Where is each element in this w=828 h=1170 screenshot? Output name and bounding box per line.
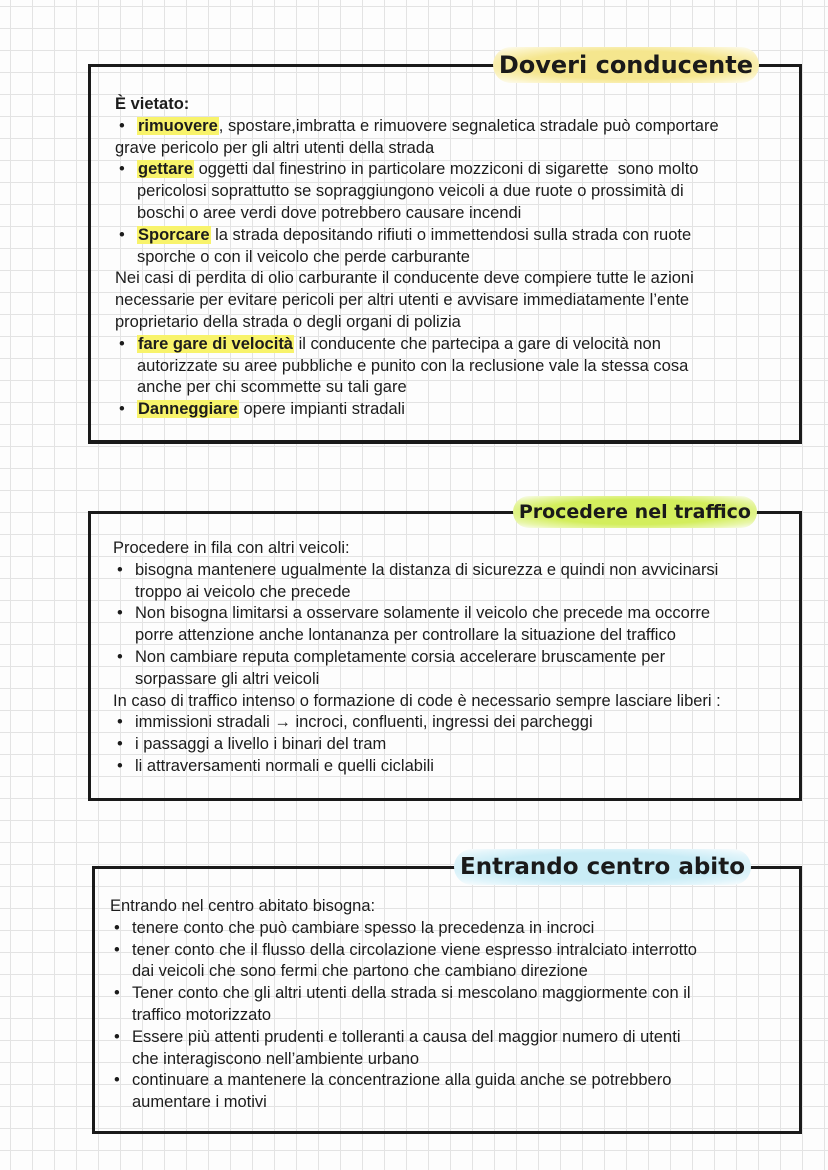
line-text: opere impianti stradali (238, 400, 405, 419)
line-text: porre attenzione anche lontananza per controllare la situazione del traffico (135, 626, 676, 645)
line-text: li attraversamenti normali e quelli ciclabili (135, 756, 434, 775)
paragraph-line (115, 94, 719, 116)
line-text: dai veicoli che sono fermi che partono che cambiano direzione (132, 962, 588, 981)
bullet-item (110, 983, 697, 1005)
highlighted-keyword: Sporcare (138, 225, 210, 244)
bullet-icon: • (114, 984, 120, 1003)
bullet-item (113, 560, 721, 582)
line-text: tenere conto che può cambiare spesso la precedenza in incroci (132, 918, 595, 937)
bullet-icon: • (117, 713, 123, 732)
bullet-continuation (110, 961, 697, 983)
bullet-icon: • (117, 735, 123, 754)
bullet-continuation (113, 669, 721, 691)
bullet-icon: • (114, 918, 120, 937)
line-text: pericolosi soprattutto se sopraggiungono veicoli a due ruote o prossimità di (137, 182, 684, 201)
line-text: sorpassare gli altri veicoli (135, 669, 320, 688)
bullet-icon: • (119, 116, 125, 135)
bullet-icon: • (119, 334, 125, 353)
bullet-icon: • (114, 1027, 120, 1046)
line-text: Essere più attenti prudenti e tolleranti a causa del maggior numero di utenti (132, 1027, 681, 1046)
highlighted-keyword: fare gare di velocità (138, 334, 293, 353)
bullet-item (115, 225, 719, 247)
bullet-item (115, 159, 719, 181)
line-text: i passaggi a livello i binari del tram (135, 735, 387, 754)
bullet-icon: • (117, 604, 123, 623)
line-text: In caso di traffico intenso o formazione di code è necessario sempre lasciare liberi : (113, 691, 721, 710)
bullet-item (113, 603, 721, 625)
bullet-item (110, 1027, 697, 1049)
line-text: proprietario della strada o degli organi di polizia (115, 312, 461, 331)
paragraph-line (115, 290, 719, 312)
highlighted-keyword: Danneggiare (138, 400, 238, 419)
bullet-item (115, 116, 719, 138)
line-text: il conducente che partecipa a gare di velocità non (294, 334, 661, 353)
bullet-continuation (110, 1005, 697, 1027)
bullet-icon: • (119, 400, 125, 419)
paragraph-line (113, 538, 721, 560)
section-content (110, 896, 697, 1114)
line-text: boschi o aree verdi dove potrebbero causare incendi (137, 203, 522, 222)
bullet-item (113, 756, 721, 778)
section-title: Procedere nel traffico (513, 496, 757, 528)
section-content (113, 538, 721, 778)
paragraph-line (115, 268, 719, 290)
bullet-item (110, 918, 697, 940)
line-text: necessarie per evitare pericoli per altri utenti e avvisare immediatamente l’ente (115, 291, 690, 310)
line-text: Nei casi di perdita di olio carburante il conducente deve compiere tutte le azioni (115, 269, 694, 288)
line-text: autorizzate su aree pubbliche e punito con la reclusione vale la stessa cosa (137, 356, 689, 375)
paragraph-line (115, 312, 719, 334)
line-text: sporche o con il veicolo che perde carburante (137, 247, 470, 266)
bullet-icon: • (117, 756, 123, 775)
line-text: tener conto che il flusso della circolazione viene espresso intralciato interrotto (132, 940, 697, 959)
bullet-item (110, 1070, 697, 1092)
bullet-icon: • (114, 940, 120, 959)
bullet-continuation (115, 377, 719, 399)
bullet-continuation (110, 1092, 697, 1114)
section-procedere-nel-traffico (88, 501, 802, 801)
line-text: grave pericolo per gli altri utenti della strada (115, 138, 435, 157)
line-text: traffico motorizzato (132, 1005, 272, 1024)
line-text: Non bisogna limitarsi a osservare solamente il veicolo che precede ma occorre (135, 604, 711, 623)
line-text: Entrando nel centro abitato bisogna: (110, 897, 376, 915)
section-doveri-conducente (88, 51, 802, 444)
bullet-item (115, 334, 719, 356)
bullet-continuation (115, 203, 719, 225)
section-title: Entrando centro abito (454, 849, 751, 885)
bullet-item (115, 399, 719, 421)
bullet-item (110, 940, 697, 962)
bullet-icon: • (117, 647, 123, 666)
line-text: troppo ai veicolo che precede (135, 582, 351, 601)
bullet-icon: • (117, 560, 123, 579)
bullet-item (113, 647, 721, 669)
highlighted-keyword: gettare (138, 160, 194, 179)
paragraph-line (113, 691, 721, 713)
line-text: la strada depositando rifiuti o immettendosi sulla strada con ruote (210, 225, 692, 244)
bullet-continuation (113, 625, 721, 647)
line-text: aumentare i motivi (132, 1093, 267, 1112)
line-text: bisogna mantenere ugualmente la distanza di sicurezza e quindi non avvicinarsi (135, 560, 719, 579)
bullet-continuation (115, 247, 719, 269)
line-text: , spostare,imbratta e rimuovere segnaletica stradale può comportare (218, 116, 719, 135)
paragraph-line (115, 138, 719, 160)
section-entrando-centro-abito (92, 854, 802, 1134)
line-text: oggetti dal finestrino in particolare mozziconi di sigarette sono molto (194, 160, 699, 179)
line-text: anche per chi scommette su tali gare (137, 378, 407, 397)
intro-heading: È vietato: (115, 95, 190, 113)
bullet-item (113, 712, 721, 734)
highlighted-keyword: rimuovere (138, 116, 218, 135)
bullet-icon: • (114, 1071, 120, 1090)
line-text: continuare a mantenere la concentrazione alla guida anche se potrebbero (132, 1071, 672, 1090)
bullet-continuation (113, 582, 721, 604)
section-content (115, 94, 719, 421)
line-text: Procedere in fila con altri veicoli: (113, 539, 350, 557)
bullet-continuation (115, 181, 719, 203)
line-text: Tener conto che gli altri utenti della strada si mescolano maggiormente con il (132, 984, 691, 1003)
bullet-continuation (110, 1049, 697, 1071)
paragraph-line (110, 896, 697, 918)
line-text: che interagiscono nell’ambiente urbano (132, 1049, 420, 1068)
section-title: Doveri conducente (493, 47, 759, 83)
bullet-icon: • (119, 225, 125, 244)
bullet-continuation (115, 356, 719, 378)
line-text: Non cambiare reputa completamente corsia accelerare bruscamente per (135, 647, 666, 666)
bullet-item (113, 734, 721, 756)
bullet-icon: • (119, 160, 125, 179)
line-text: immissioni stradali → incroci, confluenti, ingressi dei parcheggi (135, 713, 593, 732)
